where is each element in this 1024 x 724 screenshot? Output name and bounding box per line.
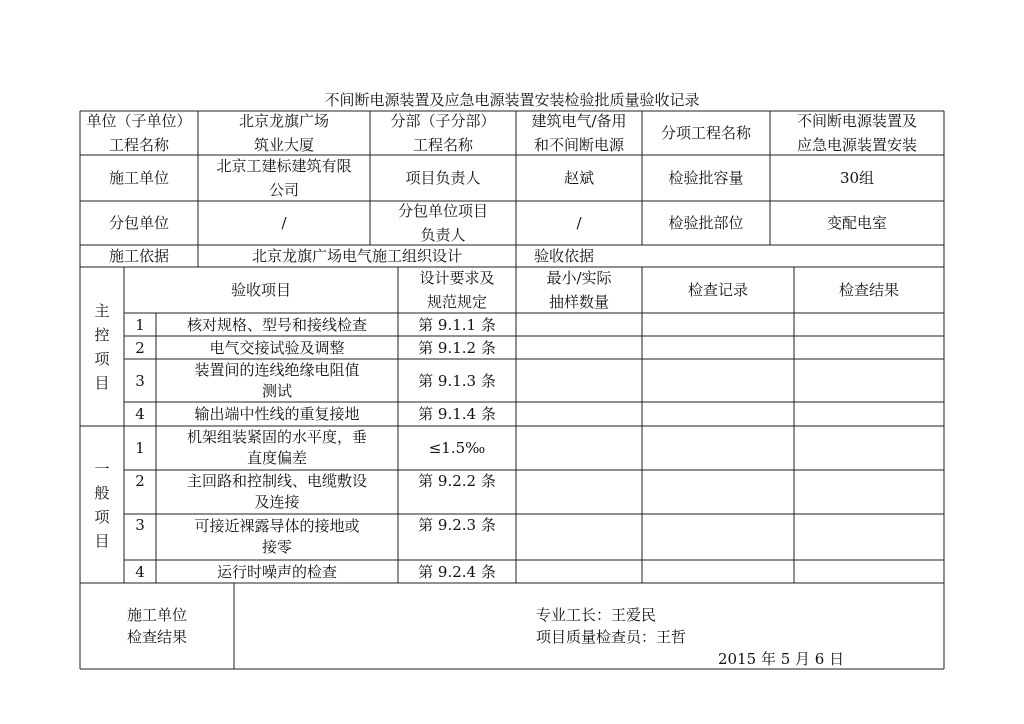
main-item-no: 4 xyxy=(135,405,145,423)
general-item-name-line: 直度偏差 xyxy=(246,449,307,467)
general-item-no: 2 xyxy=(135,472,145,490)
main-item-requirement: 第 9.1.3 条 xyxy=(418,371,496,390)
acceptance-label: 验收依据 xyxy=(533,247,594,265)
group-char: 项 xyxy=(94,507,110,526)
main-item-no: 3 xyxy=(135,371,145,390)
col-requirement xyxy=(398,267,516,313)
basis-value: 北京龙旗广场电气施工组织设计 xyxy=(251,247,462,265)
main-item-name xyxy=(156,359,398,402)
group-char: 般 xyxy=(94,483,110,502)
main-item-name: 核对规格、型号和接线检查 xyxy=(186,315,367,334)
group-char: 主 xyxy=(94,301,110,320)
inspection-date: 2015 年 5 月 6 日 xyxy=(718,650,845,668)
location-label: 检验批部位 xyxy=(668,214,744,232)
col-result: 检查结果 xyxy=(838,281,899,299)
unit-label-line: 单位（子单位） xyxy=(86,112,192,130)
main-item-name: 电气交接试验及调整 xyxy=(209,338,345,357)
general-item-name: 运行时噪声的检查 xyxy=(216,562,337,581)
unit-value-line: 筑业大厦 xyxy=(253,136,314,154)
main-item-name-line: 测试 xyxy=(261,381,292,400)
foreman-signature: 专业工长：王爱民 xyxy=(536,606,657,624)
general-item-name xyxy=(156,514,398,560)
item-name-label: 分项工程名称 xyxy=(660,124,751,142)
sub-manager-label xyxy=(370,201,516,245)
col-sample-line: 抽样数量 xyxy=(548,293,609,311)
capacity-label: 检验批容量 xyxy=(668,169,744,187)
capacity-value: 30组 xyxy=(839,169,875,187)
unit-value-line: 北京龙旗广场 xyxy=(238,112,329,130)
main-item-name-line: 装置间的连线绝缘电阻值 xyxy=(194,360,360,379)
document-title: 不间断电源装置及应急电源装置安装检验批质量验收记录 xyxy=(324,91,700,109)
inspection-result-label xyxy=(80,583,234,669)
manager-value: 赵斌 xyxy=(563,169,594,187)
subsection-label-line: 分部（子分部） xyxy=(390,112,496,130)
general-item-name-line: 接零 xyxy=(261,538,292,556)
general-item-name-line: 可接近裸露导体的接地或 xyxy=(194,517,360,535)
general-item-name-line: 及连接 xyxy=(254,493,300,511)
contractor-value-line: 北京工建标建筑有限 xyxy=(216,157,352,175)
general-item-no: 1 xyxy=(135,439,145,457)
col-record: 检查记录 xyxy=(687,281,748,299)
group-char: 目 xyxy=(94,531,110,550)
inspection-result-label-line: 检查结果 xyxy=(126,628,187,646)
group-char: 项 xyxy=(94,349,110,368)
subcontractor-value: / xyxy=(281,214,287,232)
general-item-requirement: 第 9.2.3 条 xyxy=(418,516,496,534)
contractor-value xyxy=(198,155,370,201)
sub-manager-label-line: 分包单位项目 xyxy=(397,202,488,220)
group-char: 控 xyxy=(94,325,110,344)
item-value-line: 应急电源装置安装 xyxy=(796,136,917,154)
manager-label: 项目负责人 xyxy=(405,169,481,187)
general-item-no: 3 xyxy=(135,516,145,534)
subsection-label xyxy=(370,111,516,155)
item-name-value xyxy=(770,111,944,155)
main-item-requirement: 第 9.1.4 条 xyxy=(418,405,496,423)
general-group-label xyxy=(80,426,124,583)
general-item-requirement: 第 9.2.2 条 xyxy=(418,472,496,490)
contractor-value-line: 公司 xyxy=(268,181,299,199)
general-item-name-line: 机架组装紧固的水平度，垂 xyxy=(186,428,367,446)
main-control-group-label xyxy=(80,267,124,426)
col-item: 验收项目 xyxy=(230,281,291,299)
main-item-name: 输出端中性线的重复接地 xyxy=(194,405,360,423)
main-item-requirement: 第 9.1.1 条 xyxy=(418,315,496,334)
subsection-value-line: 建筑电气/备用 xyxy=(531,112,627,130)
group-char: 一 xyxy=(94,459,110,478)
sub-manager-label-line: 负责人 xyxy=(420,226,466,244)
col-requirement-line: 规范规定 xyxy=(426,293,487,311)
general-item-requirement: ≤1.5‰ xyxy=(428,439,486,457)
unit-name-value xyxy=(198,111,370,155)
general-item-no: 4 xyxy=(135,562,145,581)
sub-manager-value: / xyxy=(576,214,582,232)
general-item-requirement: 第 9.2.4 条 xyxy=(418,562,496,581)
location-value: 变配电室 xyxy=(826,214,887,232)
unit-label-line: 工程名称 xyxy=(108,136,169,154)
quality-inspector-signature: 项目质量检查员：王哲 xyxy=(536,628,687,646)
general-item-name xyxy=(156,426,398,470)
general-item-name xyxy=(156,470,398,514)
subcontractor-label: 分包单位 xyxy=(108,214,169,232)
col-sample-line: 最小/实际 xyxy=(546,269,612,287)
unit-name-label xyxy=(80,111,198,155)
subsection-label-line: 工程名称 xyxy=(412,136,473,154)
item-value-line: 不间断电源装置及 xyxy=(796,112,917,130)
subsection-value xyxy=(516,111,642,155)
main-item-requirement: 第 9.1.2 条 xyxy=(418,338,496,357)
col-sample xyxy=(516,267,642,313)
contractor-label: 施工单位 xyxy=(108,169,169,187)
subsection-value-line: 和不间断电源 xyxy=(533,136,624,154)
main-item-no: 1 xyxy=(135,315,145,334)
basis-label: 施工依据 xyxy=(108,247,169,265)
group-char: 目 xyxy=(94,373,110,392)
general-item-name-line: 主回路和控制线、电缆敷设 xyxy=(186,472,367,490)
inspection-result-label-line: 施工单位 xyxy=(126,606,187,624)
col-requirement-line: 设计要求及 xyxy=(419,269,495,287)
main-item-no: 2 xyxy=(135,338,145,357)
